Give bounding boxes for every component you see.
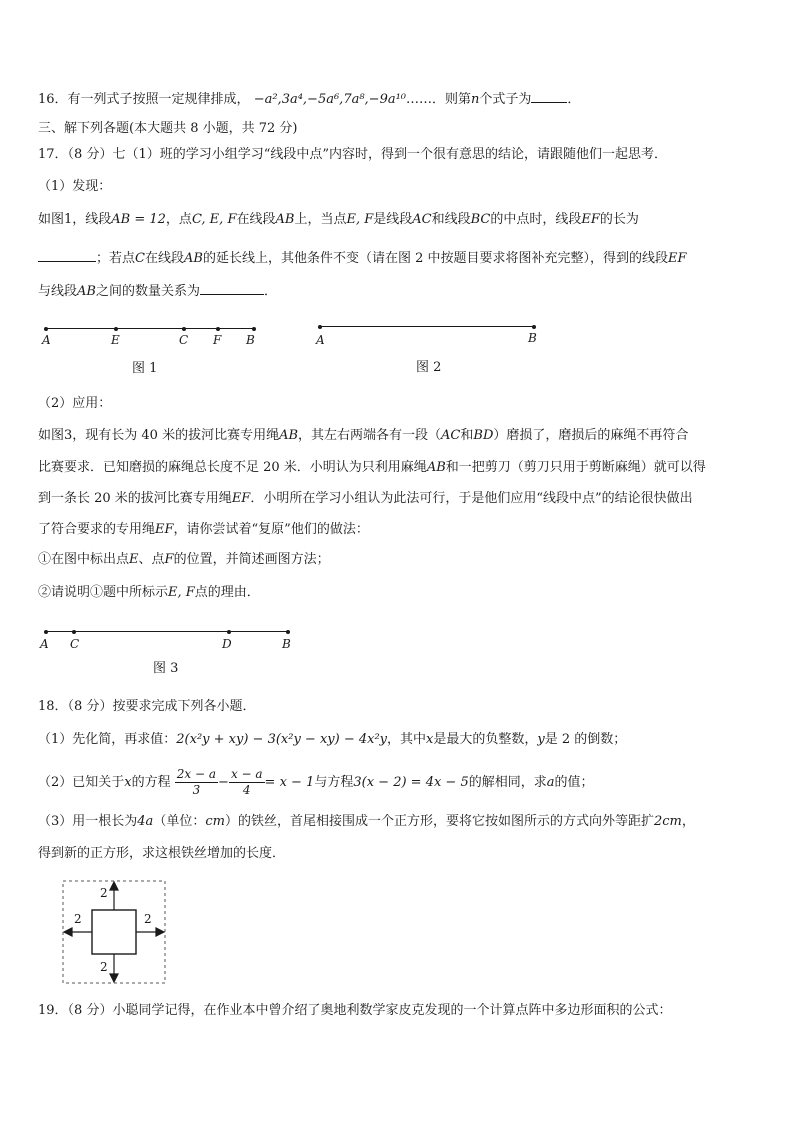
q17-step-text: ①在图中标出点 xyxy=(38,552,130,567)
q17-app-text: 到一条长 20 米的拔河比赛专用绳 xyxy=(38,491,232,506)
q17-p3-end: ． xyxy=(263,284,277,299)
q17-app-text: 和 xyxy=(460,428,474,443)
q17-app1 xyxy=(38,427,688,445)
q16-dots: ……．则第 xyxy=(406,92,472,107)
q17-step-text: 点的理由． xyxy=(194,585,260,600)
q17-p1-text: 上，当点 xyxy=(294,212,347,227)
q18-part2 xyxy=(38,766,594,800)
q17-step-text: 、点 xyxy=(138,552,165,567)
q18-s2-fraction-1 xyxy=(175,767,218,798)
q17-app3 xyxy=(38,490,693,508)
q16-line xyxy=(38,89,580,109)
q18-s2-eq2: 3(x − 2) = 4x − 5 xyxy=(353,775,469,790)
q16-text-b: 个式子为 xyxy=(479,92,532,107)
square-left-label: 2 xyxy=(74,912,82,926)
q17-answer-blank-1[interactable] xyxy=(38,248,96,262)
q18-s2-a: a xyxy=(546,775,555,790)
q18-s2-f1-denominator: 3 xyxy=(192,783,201,797)
q17-app-ab: AB xyxy=(426,460,446,475)
q18-s2-f2-denominator: 4 xyxy=(242,783,251,797)
q17-app-bd: BD xyxy=(473,428,494,443)
q17-app-text: 如图3，现有长为 40 米的拔河比赛专用绳 xyxy=(38,428,280,443)
q17-app-ac: AC xyxy=(441,428,461,443)
fig2-label-b: B xyxy=(528,331,537,345)
square-expansion-diagram xyxy=(62,880,166,984)
q16-answer-blank[interactable] xyxy=(531,89,567,103)
q18-s2-x: x xyxy=(124,775,132,790)
q18-title: 18．（8 分）按要求完成下列各小题． xyxy=(38,699,256,714)
q18-s3-2cm: 2cm xyxy=(653,814,682,829)
q18-s2-fraction-2 xyxy=(229,767,265,798)
q18-s3-text: ， xyxy=(681,814,695,829)
square-right-label: 2 xyxy=(144,912,152,926)
q17-sub1: （1）发现： xyxy=(38,179,112,194)
q18-s2-text: 的方程 xyxy=(131,775,171,790)
q18-s1-expression: 2(x²y + xy) − 3(x²y − xy) − 4x²y xyxy=(176,732,388,747)
q17-p2-ef: EF xyxy=(667,251,687,266)
square-expansion-figure xyxy=(62,880,166,984)
q17-p1-text: 的长为 xyxy=(599,212,639,227)
q17-p1-ab2: AB xyxy=(275,212,295,227)
q17-step-text: 的位置，并简述画图方法； xyxy=(173,552,330,567)
q18-s3-text: （单位： xyxy=(153,814,206,829)
q18-s2-f2-numerator: x − a xyxy=(230,767,263,781)
q17-p1-cef: C, E, F xyxy=(191,212,237,227)
q17-answer-blank-2[interactable] xyxy=(200,281,264,295)
q17-app-text: ，请你尝试着“复原”他们的做法： xyxy=(173,522,369,537)
q17-app4 xyxy=(38,521,369,539)
q17-p1-ac: AC xyxy=(412,212,432,227)
fig1-label-f: F xyxy=(213,333,222,347)
q18-part1 xyxy=(38,731,626,749)
q17-step-ef: E, F xyxy=(168,585,195,600)
q17-app-ef: EF xyxy=(231,491,251,506)
q18-s3-text: （3）用一根长为 xyxy=(38,814,138,829)
q17-step-e: E xyxy=(129,552,139,567)
fig1-label-c: C xyxy=(179,333,189,347)
fig3-point-d xyxy=(227,630,231,634)
fig1-label-a: A xyxy=(42,333,51,347)
q18-s3-4a: 4a xyxy=(137,814,154,829)
q19-title: 19．（8 分）小聪同学记得，在作业本中曾介绍了奥地利数学家皮克发现的一个计算点阵中多边形面积的公式： xyxy=(38,1003,672,1018)
q17-app-text: 和一把剪刀（剪刀只用于剪断麻绳）就可以得 xyxy=(445,460,706,475)
fig1-point-c xyxy=(182,327,186,331)
fig1-segment xyxy=(46,328,254,329)
q16-end: ． xyxy=(567,92,581,107)
fig2-caption: 图 2 xyxy=(416,360,442,375)
q18-s3-cm: cm xyxy=(205,814,225,829)
fig1-point-f xyxy=(216,327,220,331)
q16-number: 16． xyxy=(38,92,68,107)
q17-p2 xyxy=(38,248,687,268)
q17-p1-text: ，点 xyxy=(165,212,192,227)
q18-s2-text: 与方程 xyxy=(314,775,354,790)
fig1-point-e xyxy=(114,327,118,331)
q17-title: 17．（8 分）七（1）班的学习小组学习“线段中点”内容时，得到一个很有意思的结论，请跟随他们一起思考． xyxy=(38,147,668,162)
q17-p2-text: 在线段 xyxy=(144,251,184,266)
fig3-label-a: A xyxy=(40,637,49,651)
fig3-label-c: C xyxy=(70,637,80,651)
q17-app-text: ）磨损了，磨损后的麻绳不再符合 xyxy=(493,428,689,443)
q17-p1-text: 的中点时，线段 xyxy=(490,212,582,227)
fig1-point-a xyxy=(44,327,48,331)
q18-s1-text: ，其中 xyxy=(387,732,427,747)
q17-p1 xyxy=(38,211,639,229)
fig2-point-b xyxy=(532,325,536,329)
fig1-label-e: E xyxy=(111,333,120,347)
q18-s1-text: （1）先化简，再求值： xyxy=(38,732,177,747)
q17-app2 xyxy=(38,459,706,477)
q17-sub2: （2）应用： xyxy=(38,396,112,411)
q17-step-f: F xyxy=(164,552,174,567)
fig2-label-a: A xyxy=(316,333,325,347)
q17-p2-c: C xyxy=(135,251,145,266)
q17-p1-text: 在线段 xyxy=(236,212,276,227)
q18-s3-text: ）的铁丝，首尾相接围成一个正方形，要将它按如图所示的方式向外等距扩 xyxy=(224,814,654,829)
section-3-heading: 三、解下列各题(本大题共 8 小题，共 72 分) xyxy=(38,121,298,136)
q17-p1-text: 是线段 xyxy=(373,212,413,227)
q18-s2-text: （2）已知关于 xyxy=(38,775,125,790)
q18-s2-eq1-rhs: = x − 1 xyxy=(264,775,315,790)
q17-app-text: 了符合要求的专用绳 xyxy=(38,522,156,537)
fig3-label-d: D xyxy=(222,637,232,651)
q17-app-text: ，其左右两端各有一段（ xyxy=(298,428,442,443)
fig3-segment xyxy=(46,631,288,632)
q17-p1-ab: AB = 12 xyxy=(111,212,166,227)
q18-s2-f1-numerator: 2x − a xyxy=(176,767,217,781)
q17-p3-text: 与线段 xyxy=(38,284,78,299)
q17-p2-ab: AB xyxy=(183,251,203,266)
q18-s1-y: y xyxy=(537,732,545,747)
q17-p1-text: 和线段 xyxy=(431,212,471,227)
q17-app-ab: AB xyxy=(279,428,299,443)
q17-step2 xyxy=(38,584,260,602)
fig3-point-a xyxy=(44,630,48,634)
q17-p3 xyxy=(38,281,277,301)
q17-p2-text: ；若点 xyxy=(96,251,136,266)
square-bottom-label: 2 xyxy=(100,960,108,974)
q17-p2-text: 的延长线上，其他条件不变（请在图 2 中按题目要求将图补充完整），得到的线段 xyxy=(202,251,668,266)
q18-s2-text: 的值； xyxy=(554,775,594,790)
q17-app-text: 比赛要求．已知磨损的麻绳总长度不足 20 米．小明认为只利用麻绳 xyxy=(38,460,427,475)
q17-p1-ef: E, F xyxy=(346,212,374,227)
q18-s1-x: x xyxy=(426,732,434,747)
q18-s2-text: 的解相同，求 xyxy=(468,775,547,790)
q17-step-text: ②请说明①题中所标示 xyxy=(38,585,169,600)
q17-p1-bc: BC xyxy=(470,212,491,227)
q18-s2-minus: − xyxy=(218,775,229,790)
fig3-point-c xyxy=(72,630,76,634)
q18-part3 xyxy=(38,813,695,831)
fig2-point-a xyxy=(318,325,322,329)
q17-p3-text: 之间的数量关系为 xyxy=(95,284,200,299)
q18-s1-text: 是最大的负整数， xyxy=(433,732,538,747)
fig1-caption: 图 1 xyxy=(132,361,158,376)
q16-text-a: 有一列式子按照一定规律排成， xyxy=(67,92,250,107)
q17-p3-ab: AB xyxy=(77,284,96,299)
fig3-label-b: B xyxy=(282,637,291,651)
fig1-label-b: B xyxy=(246,333,255,347)
q16-series: −a²,3a⁴,−5a⁶,7a⁸,−9a¹⁰ xyxy=(253,92,407,107)
q17-app-text: ．小明所在学习小组认为此法可行，于是他们应用“线段中点”的结论很快做出 xyxy=(250,491,693,506)
q17-app-ef: EF xyxy=(155,522,174,537)
q17-step1 xyxy=(38,551,330,569)
q16-var-n: n xyxy=(471,92,480,107)
fig1-point-b xyxy=(252,327,256,331)
q17-p1-text: 如图1，线段 xyxy=(38,212,112,227)
q17-p1-ef2: EF xyxy=(581,212,600,227)
q18-part3-line2: 得到新的正方形，求这根铁丝增加的长度． xyxy=(38,846,286,861)
fig2-segment xyxy=(320,326,534,327)
fig3-point-b xyxy=(286,630,290,634)
fig3-caption: 图 3 xyxy=(153,661,179,676)
square-top-label: 2 xyxy=(100,886,108,900)
q18-s1-text: 是 2 的倒数； xyxy=(544,732,627,747)
